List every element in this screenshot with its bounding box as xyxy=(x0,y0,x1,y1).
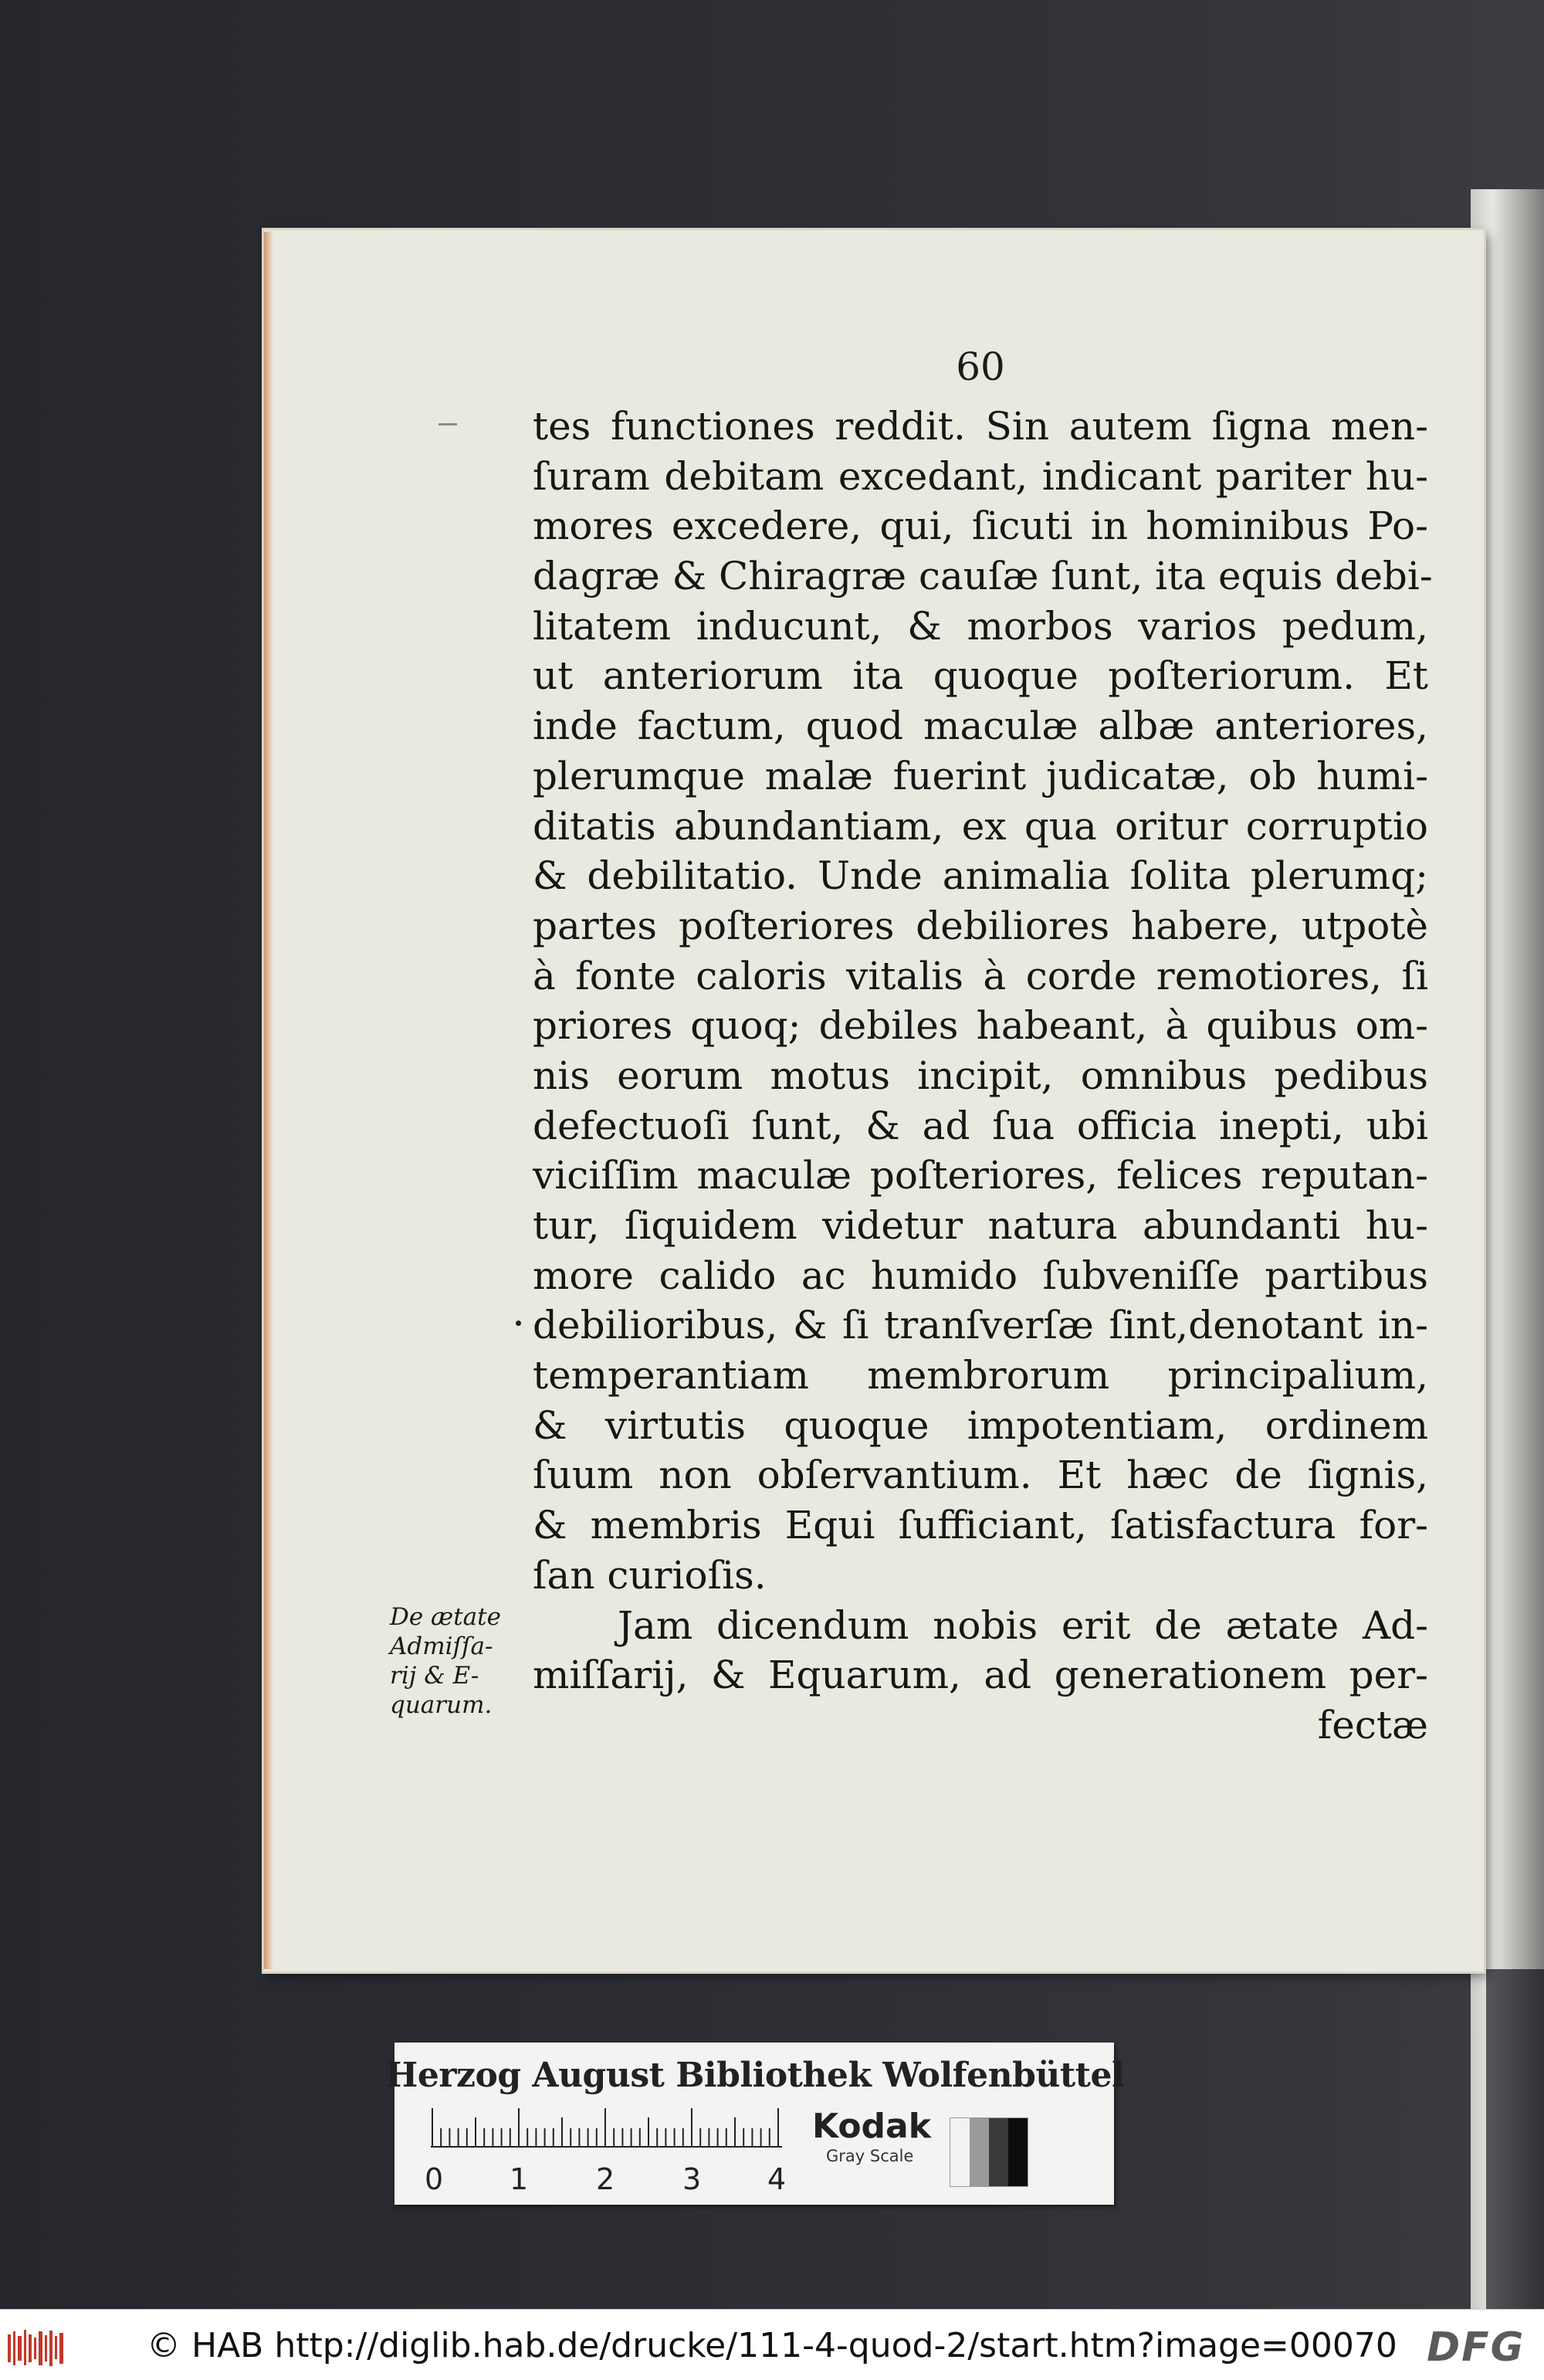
ruler-label: 1 xyxy=(510,2162,529,2196)
marginal-note-line: Admiſſa- xyxy=(390,1632,493,1660)
text-line: priores quoq; debiles habeant, à quibus om- xyxy=(533,1003,1428,1049)
marginal-note-line: De ætate xyxy=(390,1603,501,1631)
text-line: & debilitatio. Unde animalia ſolita plerumq; xyxy=(533,853,1428,899)
gray-scale-patches xyxy=(950,2117,1028,2187)
barcode-icon xyxy=(6,2328,66,2367)
kodak-logo: Kodak xyxy=(812,2107,931,2146)
adjacent-page-shadow xyxy=(1486,1969,1544,2309)
text-line: tes functiones reddit. Sin autem ſigna men- xyxy=(533,404,1428,449)
gray-patch xyxy=(970,2118,989,2186)
text-line: Jam dicendum nobis erit de ætate Ad- xyxy=(618,1602,1428,1648)
text-line: ut anteriorum ita quoque poſteriorum. Et xyxy=(533,653,1428,699)
text-line: dagræ & Chiragræ cauſæ ſunt, ita equis debi- xyxy=(533,554,1433,599)
catchword: fectæ xyxy=(1317,1702,1428,1748)
gray-patch xyxy=(989,2118,1008,2186)
text-line: defectuoſi ſunt, & ad ſua officia inepti, ubi xyxy=(533,1103,1428,1148)
text-line: more calido ac humido ſubveniſſe partibus xyxy=(533,1253,1428,1298)
gray-patch xyxy=(1008,2118,1028,2186)
ruler-ticks xyxy=(431,2107,782,2149)
footer-credit: © HAB http://diglib.hab.de/drucke/111-4-quod-2/start.htm?image=00070 xyxy=(147,2326,1397,2365)
text-line: & membris Equi ſufficiant, ſatisfactura for- xyxy=(533,1503,1428,1548)
ruler-label: 0 xyxy=(425,2162,444,2196)
text-line: nis eorum motus incipit, omnibus pedibus xyxy=(533,1053,1428,1098)
page-number: 60 xyxy=(956,344,1005,389)
library-name-text: Herzog August Bibliothek Wolfenbüttel xyxy=(385,2056,1125,2095)
text-line: tur, ſiquidem videtur natura abundanti hu- xyxy=(533,1203,1428,1248)
margin-dot xyxy=(516,1321,521,1326)
gray-scale-label: Gray Scale xyxy=(826,2147,914,2165)
ruler-label: 4 xyxy=(767,2162,787,2196)
text-line: miſſarij, & Equarum, ad generationem per- xyxy=(533,1653,1428,1698)
dfg-logo: DFG xyxy=(1427,2324,1525,2371)
page-edge xyxy=(264,232,273,1969)
text-line: ſuum non obſervantium. Et hæc de ſignis, xyxy=(533,1453,1428,1498)
marginal-note-line: quarum. xyxy=(390,1691,493,1719)
text-line: inde factum, quod maculæ albæ anteriores, xyxy=(533,703,1428,749)
text-line: partes poſteriores debiliores habere, utpotè xyxy=(533,903,1428,948)
text-line: plerumque malæ fuerint judicatæ, ob humi- xyxy=(533,753,1428,798)
text-line: mores excedere, qui, ſicuti in hominibus Po- xyxy=(533,503,1428,549)
text-line: debilioribus, & ſi tranſverſæ ſint,denotant in- xyxy=(533,1303,1428,1348)
body-text xyxy=(533,402,1433,1751)
marginal-note xyxy=(390,1602,517,1720)
text-line: ſan curioſis. xyxy=(533,1552,767,1598)
ruler-label: 2 xyxy=(596,2162,615,2196)
text-line: ſuram debitam excedant, indicant pariter hu- xyxy=(533,453,1428,499)
text-line: & virtutis quoque impotentiam, ordinem xyxy=(533,1402,1428,1448)
text-line: viciſſim maculæ poſteriores, felices reputan- xyxy=(533,1153,1428,1198)
text-line: litatem inducunt, & morbos varios pedum, xyxy=(533,603,1428,649)
ruler-label: 3 xyxy=(682,2162,702,2196)
text-line: à fonte caloris vitalis à corde remotiores, ſi xyxy=(533,953,1428,998)
library-name xyxy=(0,2056,1544,2095)
text-line: temperantiam membrorum principalium, xyxy=(533,1353,1428,1399)
text-line: ditatis abundantiam, ex qua oritur corruptio xyxy=(533,803,1428,849)
marginal-note-line: rij & E- xyxy=(390,1662,479,1690)
gray-patch xyxy=(950,2118,970,2186)
margin-mark xyxy=(438,423,457,425)
